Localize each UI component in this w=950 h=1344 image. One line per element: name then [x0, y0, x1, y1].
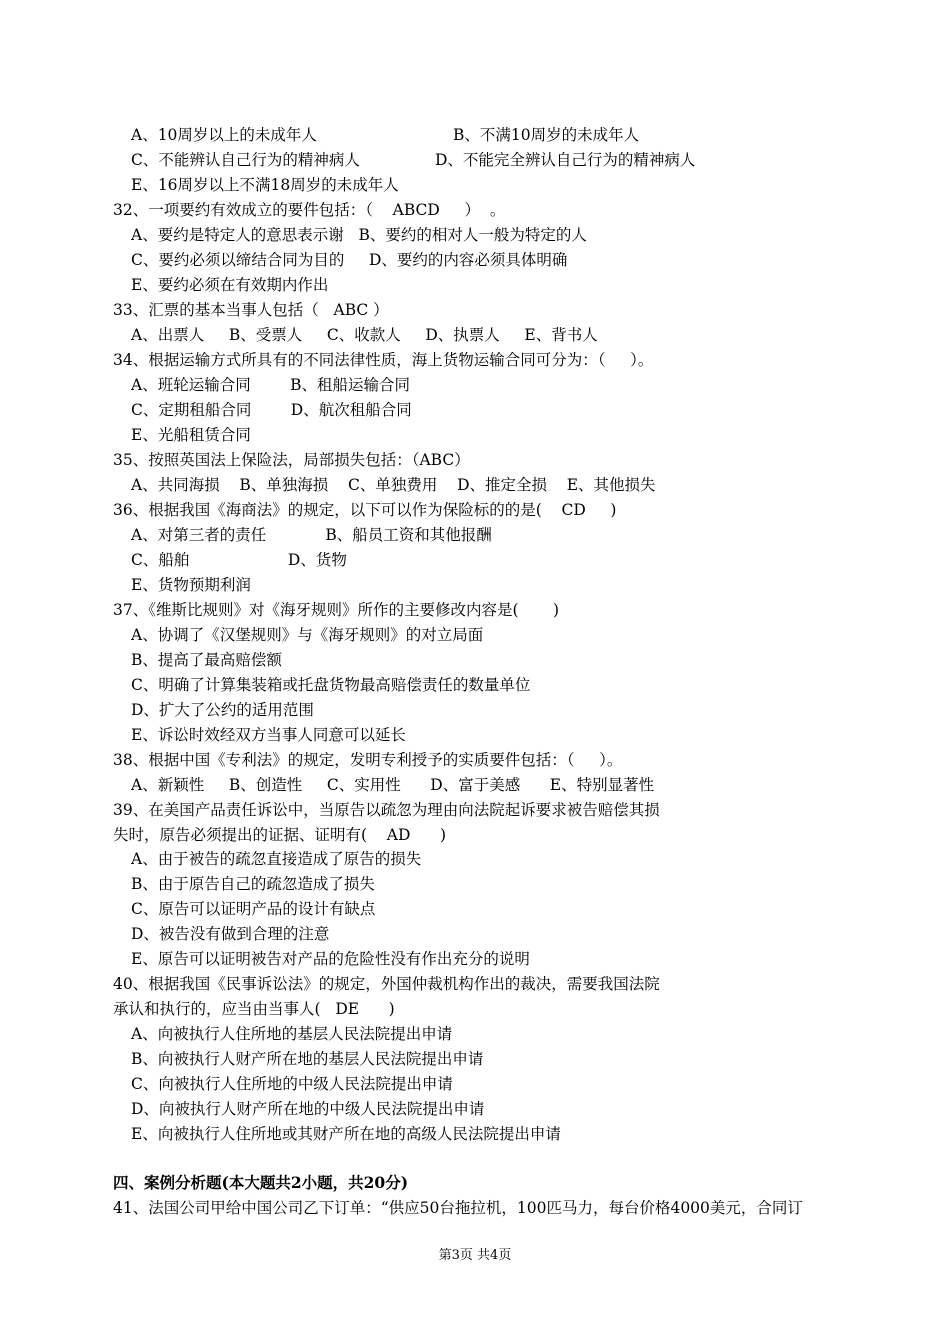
q37-option-e: E、诉讼时效经双方当事人同意可以延长 [131, 726, 406, 744]
q39-option-d: D、被告没有做到合理的注意 [131, 925, 330, 943]
q31-option-d: D、不能完全辨认自己行为的精神病人 [435, 151, 696, 169]
section-heading: 四、案例分析题(本大题共2小题，共20分) [113, 1173, 409, 1192]
q32-stem: 32、一项要约有效成立的要件包括：（ ABCD ） 。 [113, 201, 506, 219]
q37-option-c: C、明确了计算集装箱或托盘货物最高赔偿责任的数量单位 [131, 676, 531, 694]
q31-option-e: E、16周岁以上不满18周岁的未成年人 [131, 176, 399, 194]
q36-options-ab: A、对第三者的责任 B、船员工资和其他报酬 [131, 526, 492, 544]
q32-option-e: E、要约必须在有效期内作出 [131, 276, 329, 294]
q39-stem-line1: 39、在美国产品责任诉讼中，当原告以疏忽为理由向法院起诉要求被告赔偿其损 [113, 801, 660, 819]
q37-stem: 37、《维斯比规则》对《海牙规则》所作的主要修改内容是( ) [113, 601, 560, 619]
q40-stem-line2: 承认和执行的，应当由当事人( DE ) [113, 1000, 395, 1018]
q34-options-cd: C、定期租船合同 D、航次租船合同 [131, 401, 412, 419]
q40-stem-line1: 40、根据我国《民事诉讼法》的规定，外国仲裁机构作出的裁决，需要我国法院 [113, 975, 660, 993]
q38-options: A、新颖性 B、创造性 C、实用性 D、富于美感 E、特别显著性 [131, 776, 655, 794]
q31-option-b: B、不满10周岁的未成年人 [453, 126, 640, 144]
q32-options-ab: A、要约是特定人的意思表示谢 B、要约的相对人一般为特定的人 [131, 226, 587, 244]
q40-option-c: C、向被执行人住所地的中级人民法院提出申请 [131, 1075, 453, 1093]
q34-option-e: E、光船租赁合同 [131, 426, 251, 444]
q35-options: A、共同海损 B、单独海损 C、单独费用 D、推定全损 E、其他损失 [131, 476, 656, 494]
q39-stem-line2: 失时，原告必须提出的证据、证明有( AD ) [113, 826, 446, 844]
q36-stem: 36、根据我国《海商法》的规定，以下可以作为保险标的的是( CD ) [113, 501, 617, 519]
q39-option-b: B、由于原告自己的疏忽造成了损失 [131, 875, 375, 893]
q34-options-ab: A、班轮运输合同 B、租船运输合同 [131, 376, 411, 394]
q39-option-e: E、原告可以证明被告对产品的危险性没有作出充分的说明 [131, 950, 530, 968]
q36-option-e: E、货物预期利润 [131, 576, 251, 594]
q36-options-cd: C、船舶 D、货物 [131, 551, 347, 569]
q40-option-d: D、向被执行人财产所在地的中级人民法院提出申请 [131, 1100, 485, 1118]
q41-stem: 41、法国公司甲给中国公司乙下订单：“供应50台拖拉机，100匹马力，每台价格4000美元，合同订 [113, 1199, 803, 1217]
q37-option-d: D、扩大了公约的适用范围 [131, 701, 314, 719]
q39-option-c: C、原告可以证明产品的设计有缺点 [131, 900, 376, 918]
q38-stem: 38、根据中国《专利法》的规定，发明专利授予的实质要件包括：（ ）。 [113, 751, 623, 769]
q34-stem: 34、根据运输方式所具有的不同法律性质，海上货物运输合同可分为：（ ）。 [113, 351, 654, 369]
q35-stem: 35、按照英国法上保险法，局部损失包括：（ABC） [113, 451, 470, 469]
q33-options: A、出票人 B、受票人 C、收款人 D、执票人 E、背书人 [131, 326, 598, 344]
q37-option-b: B、提高了最高赔偿额 [131, 651, 282, 669]
q40-option-e: E、向被执行人住所地或其财产所在地的高级人民法院提出申请 [131, 1125, 561, 1143]
q40-option-a: A、向被执行人住所地的基层人民法院提出申请 [131, 1025, 453, 1043]
q32-options-cd: C、要约必须以缔结合同为目的 D、要约的内容必须具体明确 [131, 251, 568, 269]
q31-option-c: C、不能辨认自己行为的精神病人 [131, 151, 360, 169]
q37-option-a: A、协调了《汉堡规则》与《海牙规则》的对立局面 [131, 626, 484, 644]
page-footer: 第3页 共4页 [438, 1248, 512, 1263]
q31-option-a: A、10周岁以上的未成年人 [131, 126, 317, 144]
q33-stem: 33、汇票的基本当事人包括（ ABC ） [113, 301, 389, 319]
q40-option-b: B、向被执行人财产所在地的基层人民法院提出申请 [131, 1050, 484, 1068]
q39-option-a: A、由于被告的疏忽直接造成了原告的损失 [131, 850, 422, 868]
